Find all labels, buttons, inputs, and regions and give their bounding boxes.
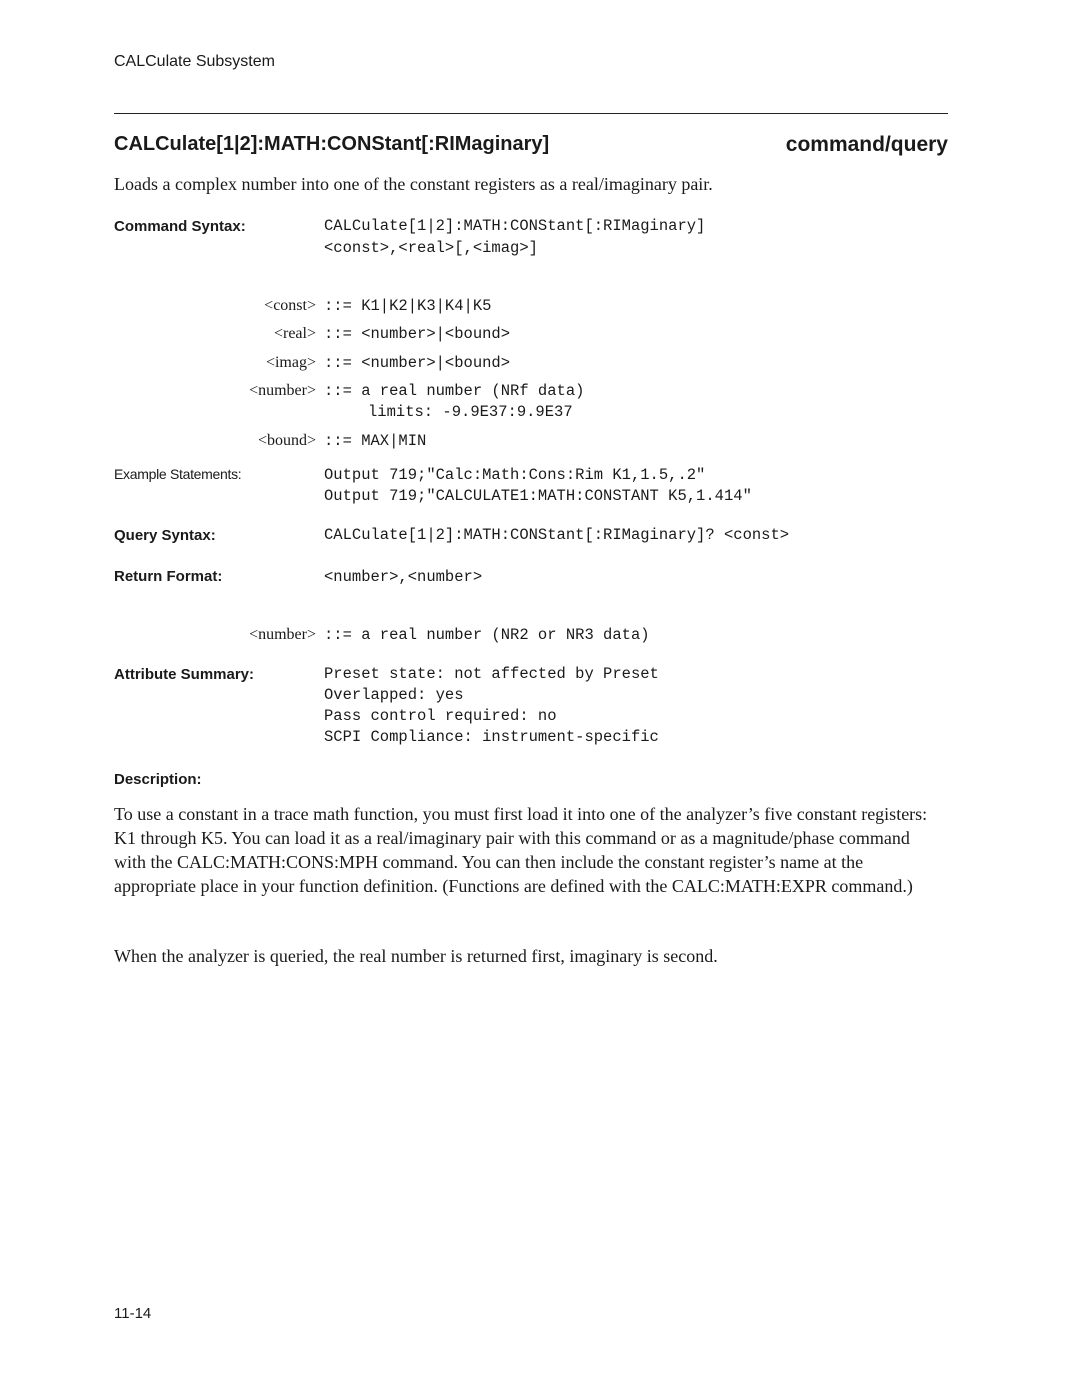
example-statements-label: Example Statements: xyxy=(114,466,242,482)
description-label: Description: xyxy=(114,771,202,788)
attribute-scpi-compliance: SCPI Compliance: instrument-specific xyxy=(324,728,659,746)
def-number-limits: limits: -9.9E37:9.9E37 xyxy=(368,403,573,421)
query-syntax-line: CALCulate[1|2]:MATH:CONStant[:RIMaginary]? <const> xyxy=(324,526,790,544)
example-statement-1: Output 719;"Calc:Math:Cons:Rim K1,1.5,.2" xyxy=(324,466,706,484)
query-syntax-label: Query Syntax: xyxy=(114,527,216,544)
def-imag-value: ::= <number>|<bound> xyxy=(324,354,511,372)
return-format-label: Return Format: xyxy=(114,568,223,585)
attribute-preset-state: Preset state: not affected by Preset xyxy=(324,665,659,683)
def-const-value: ::= K1|K2|K3|K4|K5 xyxy=(324,297,492,315)
attribute-summary-label: Attribute Summary: xyxy=(114,666,255,683)
def-bound-name: <bound> xyxy=(257,432,316,449)
def-imag-name: <imag> xyxy=(265,354,316,371)
attribute-pass-control: Pass control required: no xyxy=(324,707,557,725)
attribute-overlapped: Overlapped: yes xyxy=(324,686,464,704)
def-real-value: ::= <number>|<bound> xyxy=(324,325,511,343)
header-rule xyxy=(114,113,948,114)
command-type: command/query xyxy=(785,133,948,156)
command-syntax-line-2: <const>,<real>[,<imag>] xyxy=(324,239,538,257)
example-statement-2: Output 719;"CALCULATE1:MATH:CONSTANT K5,1.414" xyxy=(324,487,752,505)
def-const-name: <const> xyxy=(264,297,316,314)
command-title: CALCulate[1|2]:MATH:CONStant[:RIMaginary] xyxy=(114,133,550,155)
description-paragraph-2: When the analyzer is queried, the real number is returned first, imaginary is second. xyxy=(114,946,718,966)
command-syntax-line-1: CALCulate[1|2]:MATH:CONStant[:RIMaginary] xyxy=(324,217,706,235)
running-header: CALCulate Subsystem xyxy=(114,53,275,70)
def-real-name: <real> xyxy=(273,325,316,342)
description-paragraph-1: To use a constant in a trace math function, you must first load it into one of the analyzer’s five constant registers: K1 through K5. You can load it as a real/imaginary pair with this command or as a magnitude/phase command with the CALC:MATH:CONS:MPH command. You can then include the constant register’s name at the appropriate place in your function definition. (Functions are defined with the CALC:MATH:EXPR command.) xyxy=(114,804,928,896)
def-number-value: ::= a real number (NRf data) xyxy=(324,382,585,400)
command-syntax-label: Command Syntax: xyxy=(114,218,246,235)
return-number-name: <number> xyxy=(249,626,316,643)
return-format-line: <number>,<number> xyxy=(324,568,483,586)
def-bound-value: ::= MAX|MIN xyxy=(324,432,427,450)
page-number: 11-14 xyxy=(114,1305,152,1322)
return-number-value: ::= a real number (NR2 or NR3 data) xyxy=(324,626,650,644)
def-number-name: <number> xyxy=(249,382,316,399)
command-intro: Loads a complex number into one of the constant registers as a real/imaginary pair. xyxy=(114,174,713,194)
